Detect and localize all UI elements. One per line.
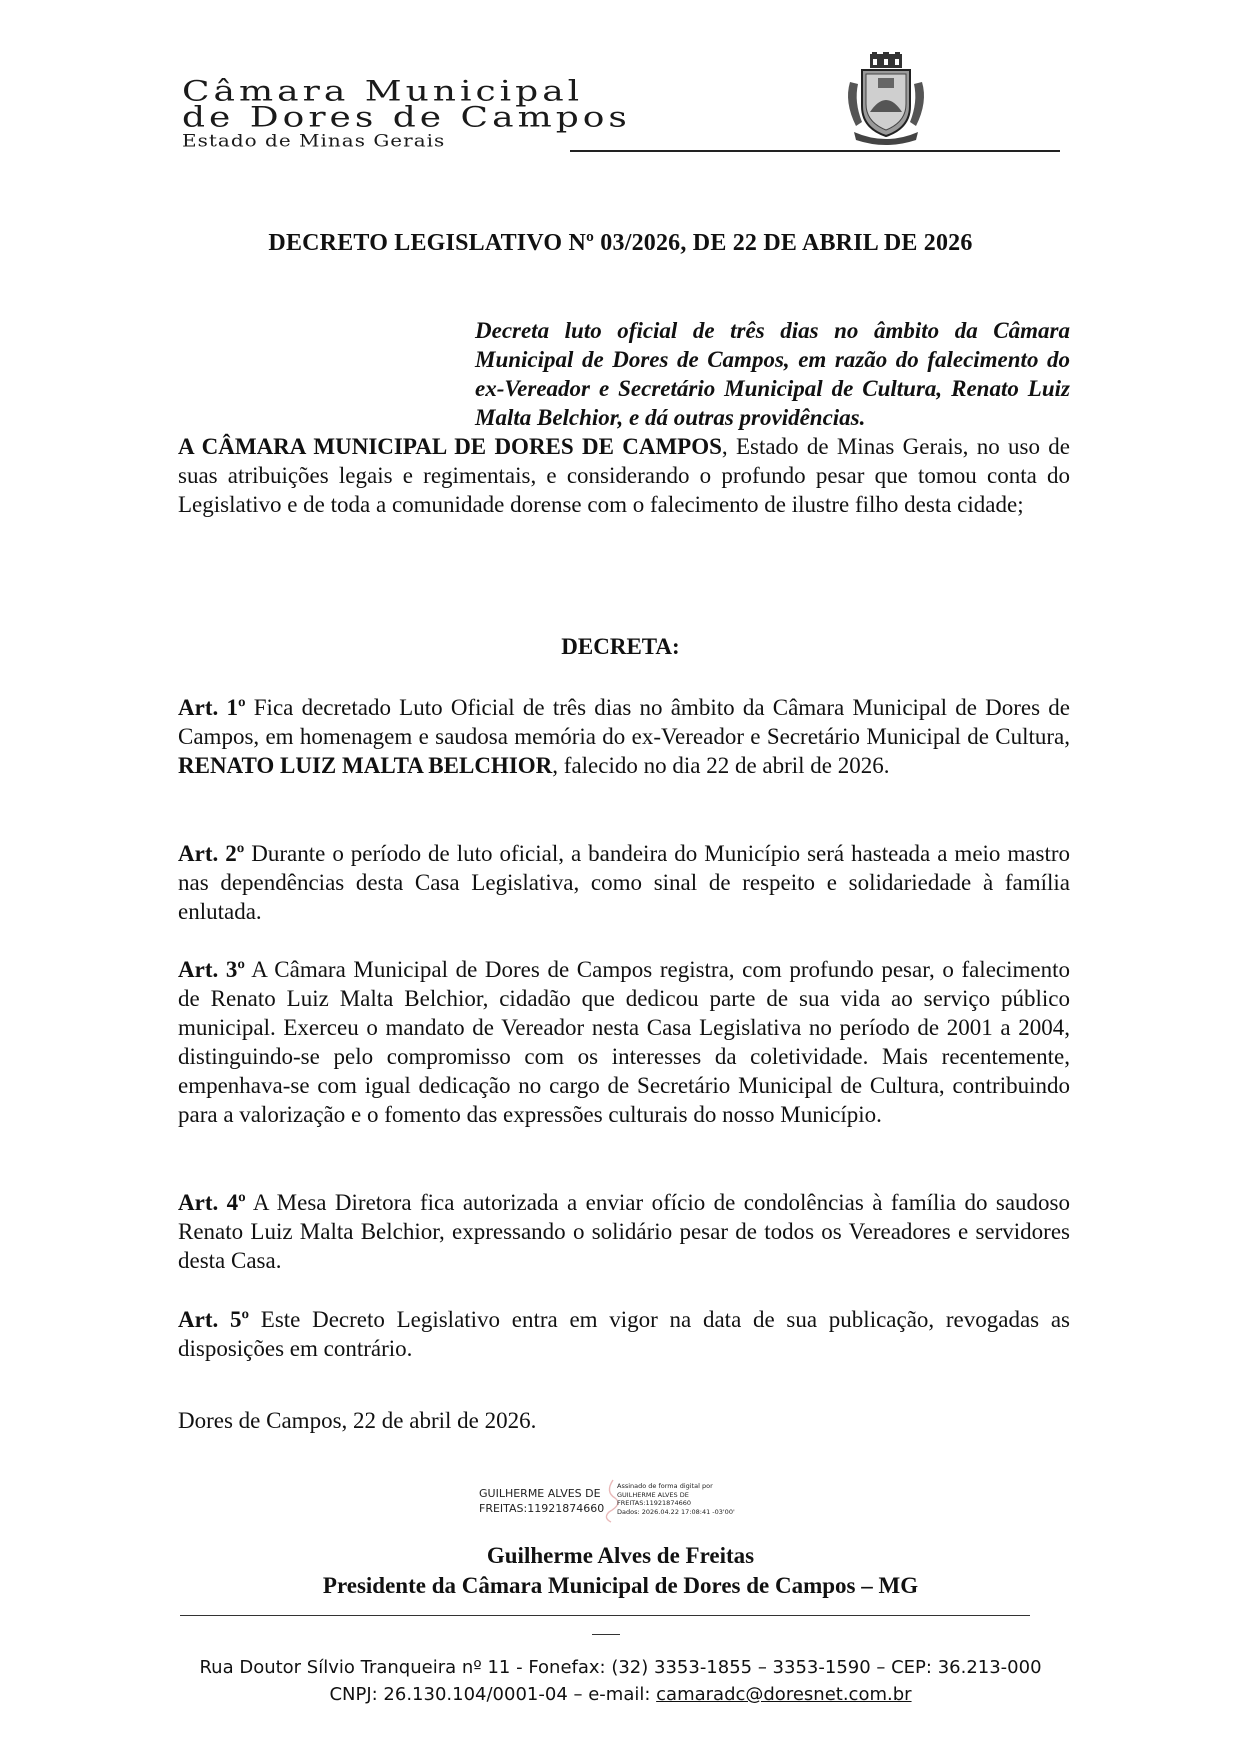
- decree-summary: Decreta luto oficial de três dias no âmbito da Câmara Municipal de Dores de Campos, em razão do falecimento do ex-Vereador e Secretário Municipal de Cultura, Renato Luiz Malta Belchior, e dá outras providências.: [475, 318, 1070, 430]
- brand-line-3: Estado de Minas Gerais: [182, 130, 446, 151]
- stamp-detail-line: GUILHERME ALVES DE: [617, 1490, 689, 1499]
- footer: [0, 1654, 1241, 1708]
- digital-signature-stamp: [479, 1480, 735, 1528]
- article-5: [178, 1305, 1070, 1363]
- footer-email-link[interactable]: camaradc@doresnet.com.br: [656, 1684, 912, 1705]
- footer-rule: [180, 1615, 1030, 1616]
- article-text: A Mesa Diretora fica autorizada a enviar ofício de condolências à família do saudoso Renato Luiz Malta Belchior, expressando o solidário pesar de todos os Vereadores e servidores desta Casa.: [178, 1190, 1070, 1273]
- brand-line-1: Câmara Municipal: [182, 75, 584, 108]
- article-label: Art. 4º: [178, 1190, 246, 1215]
- stamp-detail-line: Dados: 2026.04.22 17:08:41 -03'00': [617, 1507, 735, 1516]
- decree-title: [0, 230, 1241, 257]
- article-label: Art. 2º: [178, 841, 245, 866]
- article-1: [178, 693, 1070, 780]
- article-label: Art. 1º: [178, 695, 246, 720]
- preamble-lead: A CÂMARA MUNICIPAL DE DORES DE CAMPOS: [178, 434, 722, 459]
- article-3: [178, 955, 1070, 1129]
- stamp-details: [617, 1482, 735, 1516]
- place-date: Dores de Campos, 22 de abril de 2026.: [178, 1408, 537, 1433]
- letterhead: [178, 76, 1058, 156]
- article-text: Durante o período de luto oficial, a bandeira do Município será hasteada a meio mastro nas dependências desta Casa Legislativa, como sinal de respeito e solidariedade à família enlutada.: [178, 841, 1070, 924]
- signatory: [0, 1541, 1241, 1601]
- stamp-signer-line: GUILHERME ALVES DE: [479, 1487, 601, 1500]
- article-text: A Câmara Municipal de Dores de Campos registra, com profundo pesar, o falecimento de Renato Luiz Malta Belchior, cidadão que dedicou parte de sua vida ao serviço público municipal. Exerceu o mandato de Vereador nesta Casa Legislativa no período de 2001 a 2004, distinguindo-se pelo compromisso com os interesses da coletividade. Mais recentemente, empenhava-se com igual dedicação no cargo de Secretário Municipal de Cultura, contribuindo para a valorização e o fomento das expressões culturais do nosso Município.: [178, 957, 1070, 1127]
- honoree-name: RENATO LUIZ MALTA BELCHIOR: [178, 753, 553, 778]
- decreta-heading: DECRETA:: [561, 634, 680, 659]
- article-label: Art. 3º: [178, 957, 245, 982]
- header-rule: [570, 150, 1060, 152]
- footer-address: Rua Doutor Sílvio Tranqueira nº 11 - Fonefax: (32) 3353-1855 – 3353-1590 – CEP: 36.213-000: [199, 1657, 1042, 1678]
- signatory-role: Presidente da Câmara Municipal de Dores de Campos – MG: [322, 1573, 919, 1598]
- footer-dash: [592, 1634, 620, 1635]
- preamble: [178, 432, 1070, 519]
- decree-date: , DE 22 DE ABRIL DE 2026: [680, 230, 973, 256]
- stamp-signer: [479, 1486, 604, 1516]
- article-text: , falecido no dia 22 de abril de 2026.: [552, 753, 890, 778]
- article-text: Fica decretado Luto Oficial de três dias no âmbito da Câmara Municipal de Dores de Campos, em homenagem e saudosa memória do ex-Vereador e Secretário Municipal de Cultura,: [178, 695, 1070, 749]
- footer-cnpj: CNPJ: 26.130.104/0001-04 – e-mail:: [329, 1684, 657, 1705]
- stamp-detail-line: FREITAS:11921874660: [617, 1499, 691, 1507]
- preamble-text: , Estado de Minas Gerais, no uso de suas atribuições legais e regimentais, e considerando o profundo pesar que tomou conta do Legislativo e de toda a comunidade dorense com o falecimento de ilustre filho desta cidade;: [178, 434, 1070, 517]
- article-label: Art. 5º: [178, 1307, 250, 1332]
- coat-of-arms-icon: [836, 52, 936, 146]
- stamp-detail-line: Assinado de forma digital por: [617, 1482, 713, 1490]
- signatory-name: Guilherme Alves de Freitas: [486, 1543, 755, 1568]
- stamp-signer-line: FREITAS:11921874660: [479, 1502, 605, 1515]
- article-text: Este Decreto Legislativo entra em vigor na data de sua publicação, revogadas as disposições em contrário.: [178, 1307, 1070, 1361]
- brand-line-2: de Dores de Campos: [182, 101, 631, 134]
- article-2: [178, 839, 1070, 926]
- decree-number: DECRETO LEGISLATIVO Nº 03/2026: [268, 230, 681, 256]
- footer-contact: [0, 1681, 1241, 1708]
- article-4: [178, 1188, 1070, 1275]
